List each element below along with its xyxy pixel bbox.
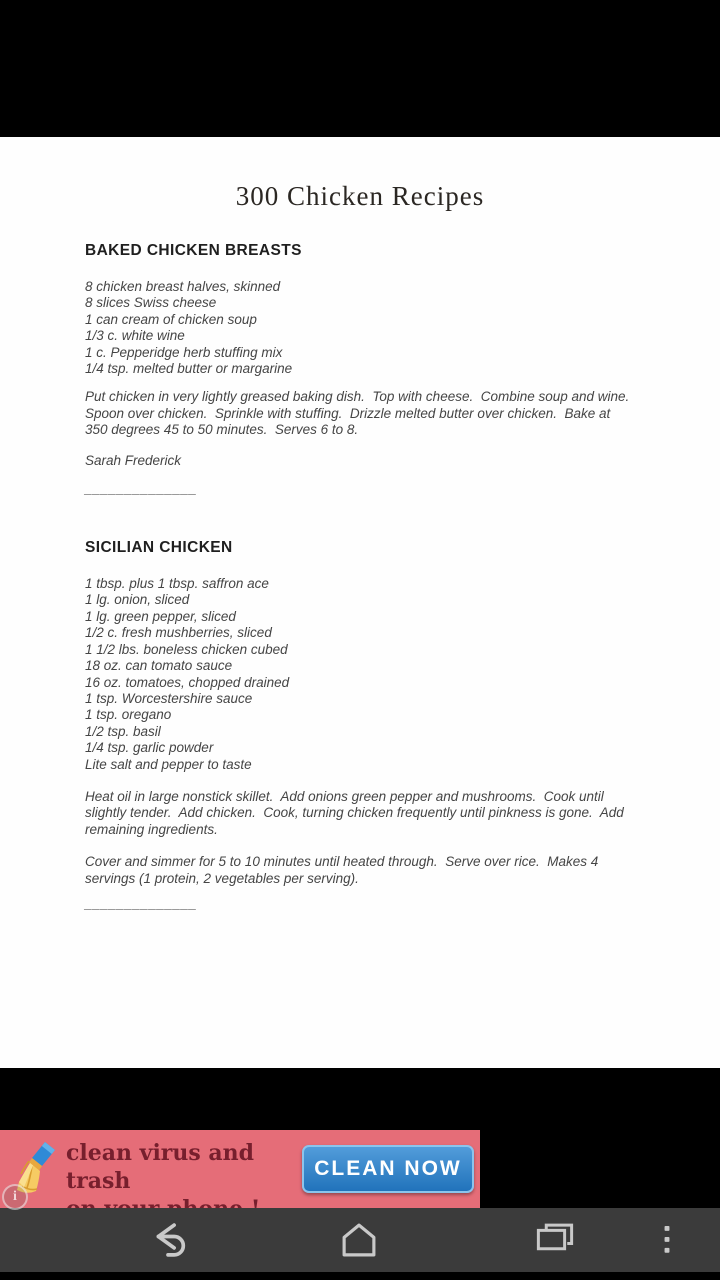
nav-bottom-strip	[0, 1272, 720, 1280]
recipe-instructions: Heat oil in large nonstick skillet. Add onions green pepper and mushrooms. Cook until slightly tender. Add chicken. Cook, turning chicken frequently until pinkness is gone. Add remaining ingredients.	[85, 788, 628, 837]
ingredient-line: 1 tsp. oregano	[85, 707, 172, 723]
recipe-divider: ______________	[85, 895, 198, 911]
ingredient-line: 1 lg. green pepper, sliced	[85, 608, 236, 624]
ingredient-line: 1/2 c. fresh mushberries, sliced	[85, 625, 272, 641]
recipe-heading: SICILIAN CHICKEN	[85, 539, 233, 557]
ingredient-line: 1 can cream of chicken soup	[85, 311, 257, 327]
ingredient-line: 1/3 c. white wine	[85, 328, 185, 344]
top-letterbox	[0, 0, 720, 137]
ingredient-line: 1/2 tsp. basil	[85, 723, 161, 739]
recipe-section-baked-chicken-breasts	[85, 242, 635, 497]
navigation-bar	[0, 1208, 720, 1272]
recipe-attribution: Sarah Frederick	[85, 452, 182, 468]
recents-button[interactable]	[517, 1208, 593, 1272]
ad-text-line1: clean virus and trash	[66, 1140, 255, 1194]
ingredient-line: 1/4 tsp. garlic powder	[85, 740, 214, 756]
overflow-menu-button[interactable]	[629, 1208, 705, 1272]
ad-banner[interactable]	[0, 1130, 480, 1208]
document-page[interactable]	[0, 137, 720, 1068]
recipe-instructions: Put chicken in very lightly greased baking dish. Top with cheese. Combine soup and wine. Spoon over chicken. Sprinkle with stuffing. Drizzle melted butter over chicken. Bake at 350 degrees 45 to 50 minutes. Serves 6 to 8.	[85, 389, 637, 438]
ingredient-line: 18 oz. can tomato sauce	[85, 658, 233, 674]
ingredient-line: 1/4 tsp. melted butter or margarine	[85, 361, 293, 377]
recipe-divider: ______________	[85, 481, 198, 497]
ingredient-line: 1 lg. onion, sliced	[85, 592, 190, 608]
ingredient-line: 1 c. Pepperidge herb stuffing mix	[85, 344, 283, 360]
ingredient-line: 8 chicken breast halves, skinned	[85, 279, 281, 294]
recipe-heading: BAKED CHICKEN BREASTS	[85, 242, 302, 259]
overflow-menu-icon	[646, 1219, 688, 1261]
back-button[interactable]	[130, 1208, 206, 1272]
recents-icon	[534, 1219, 576, 1261]
ingredient-line: 8 slices Swiss cheese	[85, 295, 217, 311]
ingredient-line: 1 tbsp. plus 1 tbsp. saffron ace	[85, 576, 269, 592]
recipe-instructions: Cover and simmer for 5 to 10 minutes until heated through. Serve over rice. Makes 4 servings (1 protein, 2 vegetables per serving).	[85, 854, 603, 886]
ingredient-line: 1 1/2 lbs. boneless chicken cubed	[85, 641, 288, 657]
ad-info-icon[interactable]: i	[2, 1184, 28, 1210]
ingredient-line: Lite salt and pepper to taste	[85, 756, 252, 772]
ingredient-line: 1 tsp. Worcestershire sauce	[85, 690, 253, 706]
ingredient-list	[85, 576, 635, 773]
back-icon	[147, 1219, 189, 1261]
clean-now-button[interactable]: CLEAN NOW	[302, 1145, 474, 1193]
home-icon	[338, 1219, 380, 1261]
ingredient-line: 16 oz. tomatoes, chopped drained	[85, 674, 290, 690]
recipe-section-sicilian-chicken	[85, 539, 635, 912]
ingredient-list	[85, 279, 635, 377]
document-title: 300 Chicken Recipes	[235, 181, 485, 211]
home-button[interactable]	[321, 1208, 397, 1272]
